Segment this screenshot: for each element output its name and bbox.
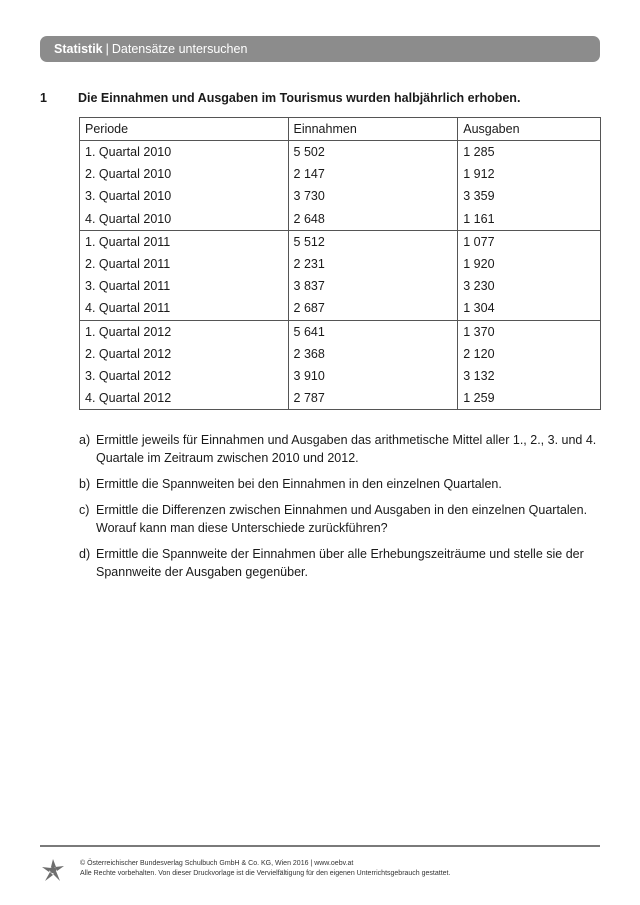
header-separator: | xyxy=(105,42,109,56)
cell-ausgaben: 1 077 xyxy=(458,230,601,253)
table-row xyxy=(80,185,601,207)
cell-ausgaben: 1 259 xyxy=(458,387,601,410)
cell-periode: 3. Quartal 2011 xyxy=(80,275,289,297)
cell-einnahmen: 2 787 xyxy=(288,387,458,410)
cell-periode: 4. Quartal 2012 xyxy=(80,387,289,410)
cell-einnahmen: 2 147 xyxy=(288,163,458,185)
table-row xyxy=(80,275,601,297)
section-header-bar xyxy=(40,36,600,62)
table-row xyxy=(80,253,601,275)
cell-periode: 1. Quartal 2011 xyxy=(80,230,289,253)
table-row xyxy=(80,297,601,320)
table-row xyxy=(80,387,601,410)
cell-einnahmen: 3 837 xyxy=(288,275,458,297)
cell-periode: 4. Quartal 2010 xyxy=(80,208,289,231)
cell-periode: 2. Quartal 2011 xyxy=(80,253,289,275)
subtask-b xyxy=(79,475,599,493)
table-row xyxy=(80,320,601,343)
footer-line-2: Alle Rechte vorbehalten. Von dieser Druckvorlage ist die Vervielfältigung für den eigenen Unterrichtsgebrauch gestattet. xyxy=(80,870,451,877)
cell-ausgaben: 3 359 xyxy=(458,185,601,207)
subtask-c xyxy=(79,501,599,537)
cell-periode: 2. Quartal 2010 xyxy=(80,163,289,185)
cell-ausgaben: 1 161 xyxy=(458,208,601,231)
cell-einnahmen: 5 502 xyxy=(288,141,458,164)
cell-periode: 3. Quartal 2012 xyxy=(80,365,289,387)
table-row xyxy=(80,230,601,253)
table-row xyxy=(80,365,601,387)
table-row xyxy=(80,141,601,164)
column-header-ausgaben: Ausgaben xyxy=(458,118,601,141)
cell-ausgaben: 1 285 xyxy=(458,141,601,164)
table-header-row xyxy=(80,118,601,141)
subtask-text: Ermittle die Differenzen zwischen Einnahmen und Ausgaben in den einzelnen Quartalen. Worauf kann man diese Unterschiede zurückführen? xyxy=(96,503,588,535)
table-row xyxy=(80,208,601,231)
cell-ausgaben: 2 120 xyxy=(458,343,601,365)
cell-ausgaben: 3 132 xyxy=(458,365,601,387)
subtask-letter: a) xyxy=(79,433,91,447)
section-subtitle: Datensätze untersuchen xyxy=(111,42,248,56)
cell-ausgaben: 1 920 xyxy=(458,253,601,275)
cell-ausgaben: 1 304 xyxy=(458,297,601,320)
subtask-d xyxy=(79,545,599,581)
data-table xyxy=(79,117,601,410)
cell-einnahmen: 2 368 xyxy=(288,343,458,365)
cell-periode: 1. Quartal 2012 xyxy=(80,320,289,343)
cell-einnahmen: 2 231 xyxy=(288,253,458,275)
column-header-periode: Periode xyxy=(80,118,289,141)
table-row xyxy=(80,163,601,185)
cell-ausgaben: 3 230 xyxy=(458,275,601,297)
cell-periode: 2. Quartal 2012 xyxy=(80,343,289,365)
subtask-text: Ermittle die Spannweite der Einnahmen über alle Erhebungszeiträume und stelle sie der Spannweite der Ausgaben gegenüber. xyxy=(96,547,584,579)
cell-einnahmen: 5 512 xyxy=(288,230,458,253)
cell-ausgaben: 1 370 xyxy=(458,320,601,343)
cell-einnahmen: 5 641 xyxy=(288,320,458,343)
cell-einnahmen: 2 648 xyxy=(288,208,458,231)
oebv-star-logo-icon xyxy=(40,857,66,883)
subtask-letter: b) xyxy=(79,477,91,491)
cell-periode: 3. Quartal 2010 xyxy=(80,185,289,207)
footer-divider xyxy=(40,845,600,847)
subtask-a xyxy=(79,431,599,467)
section-title: Statistik xyxy=(54,42,103,56)
subtask-list xyxy=(79,431,599,589)
cell-periode: 4. Quartal 2011 xyxy=(80,297,289,320)
subtask-text: Ermittle jeweils für Einnahmen und Ausgaben das arithmetische Mittel aller 1., 2., 3. und 4. Quartale im Zeitraum zwischen 2010 und 2012. xyxy=(96,433,597,465)
subtask-letter: d) xyxy=(79,547,91,561)
subtask-letter: c) xyxy=(79,503,90,517)
column-header-einnahmen: Einnahmen xyxy=(288,118,458,141)
footer-copyright xyxy=(80,859,600,879)
task-number: 1 xyxy=(40,91,47,105)
subtask-text: Ermittle die Spannweiten bei den Einnahmen in den einzelnen Quartalen. xyxy=(96,477,502,491)
cell-einnahmen: 3 730 xyxy=(288,185,458,207)
cell-einnahmen: 3 910 xyxy=(288,365,458,387)
cell-einnahmen: 2 687 xyxy=(288,297,458,320)
task-title: Die Einnahmen und Ausgaben im Tourismus wurden halbjährlich erhoben. xyxy=(78,91,521,105)
cell-ausgaben: 1 912 xyxy=(458,163,601,185)
table-row xyxy=(80,343,601,365)
cell-periode: 1. Quartal 2010 xyxy=(80,141,289,164)
footer-line-1: © Österreichischer Bundesverlag Schulbuch GmbH & Co. KG, Wien 2016 | www.oebv.at xyxy=(80,860,354,867)
